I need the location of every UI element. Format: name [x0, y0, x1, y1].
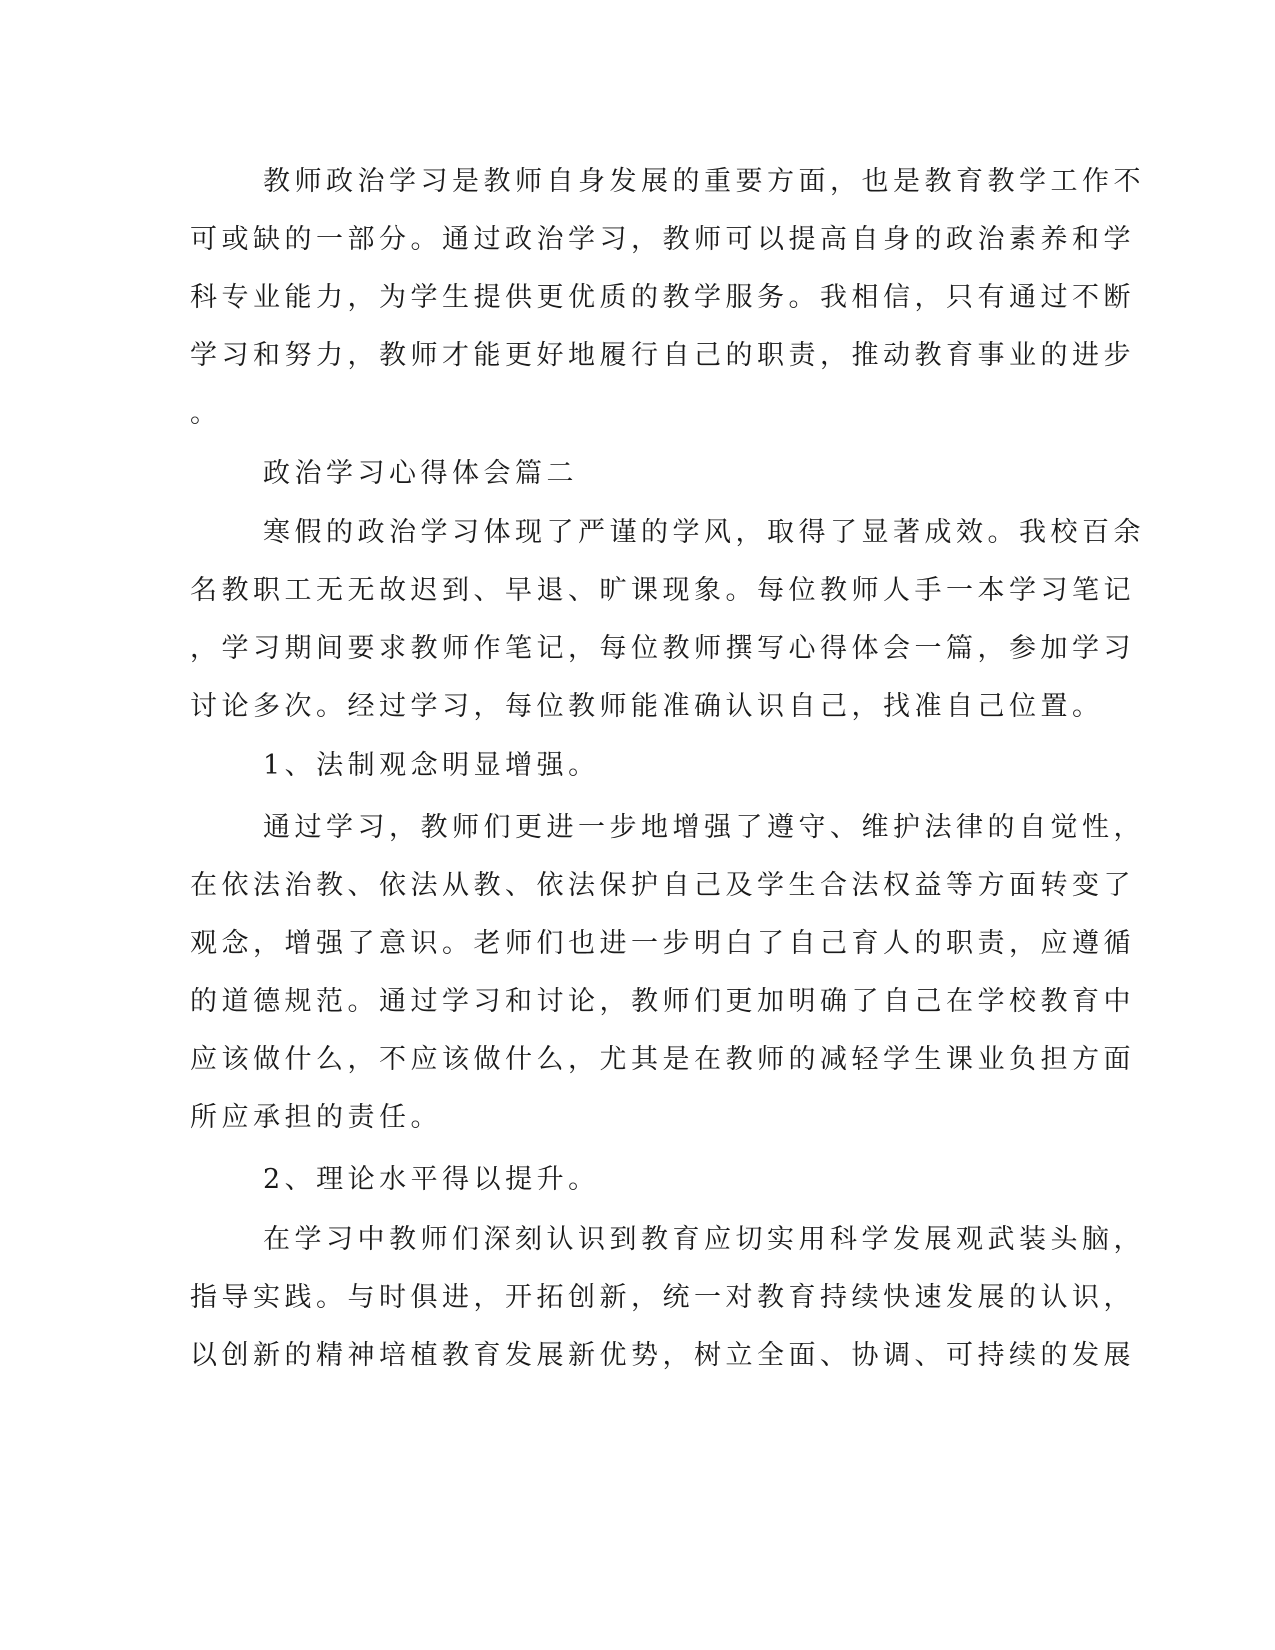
- section-heading: 政治学习心得体会篇二: [263, 458, 578, 489]
- paragraph-line: 可或缺的一部分。通过政治学习，教师可以提高自身的政治素养和学: [190, 224, 1135, 255]
- paragraph-line: 在依法治教、依法从教、依法保护自己及学生合法权益等方面转变了: [190, 870, 1135, 901]
- paragraph-line: 的道德规范。通过学习和讨论，教师们更加明确了自己在学校教育中: [190, 986, 1135, 1017]
- paragraph-line: 寒假的政治学习体现了严谨的学风，取得了显著成效。我校百余: [263, 517, 1145, 548]
- paragraph-line: 科专业能力，为学生提供更优质的教学服务。我相信，只有通过不断: [190, 282, 1135, 313]
- paragraph-line: 名教职工无无故迟到、早退、旷课现象。每位教师人手一本学习笔记: [190, 575, 1135, 606]
- paragraph-line: 。: [190, 398, 222, 429]
- paragraph-line: 以创新的精神培植教育发展新优势，树立全面、协调、可持续的发展: [190, 1340, 1135, 1371]
- paragraph-line: 指导实践。与时俱进，开拓创新，统一对教育持续快速发展的认识，: [190, 1282, 1135, 1313]
- paragraph-line: 学习和努力，教师才能更好地履行自己的职责，推动教育事业的进步: [190, 340, 1135, 371]
- paragraph-line: 所应承担的责任。: [190, 1102, 442, 1133]
- subheading: 1、法制观念明显增强。: [263, 750, 600, 781]
- paragraph-line: 通过学习，教师们更进一步地增强了遵守、维护法律的自觉性，: [263, 812, 1145, 843]
- paragraph-line: 观念，增强了意识。老师们也进一步明白了自己育人的职责，应遵循: [190, 928, 1135, 959]
- paragraph-line: 在学习中教师们深刻认识到教育应切实用科学发展观武装头脑，: [263, 1224, 1145, 1255]
- paragraph-line: ，学习期间要求教师作笔记，每位教师撰写心得体会一篇，参加学习: [190, 633, 1135, 664]
- paragraph-line: 讨论多次。经过学习，每位教师能准确认识自己，找准自己位置。: [190, 691, 1104, 722]
- paragraph-line: 应该做什么，不应该做什么，尤其是在教师的减轻学生课业负担方面: [190, 1044, 1135, 1075]
- subheading: 2、理论水平得以提升。: [263, 1164, 600, 1195]
- paragraph-line: 教师政治学习是教师自身发展的重要方面，也是教育教学工作不: [263, 166, 1145, 197]
